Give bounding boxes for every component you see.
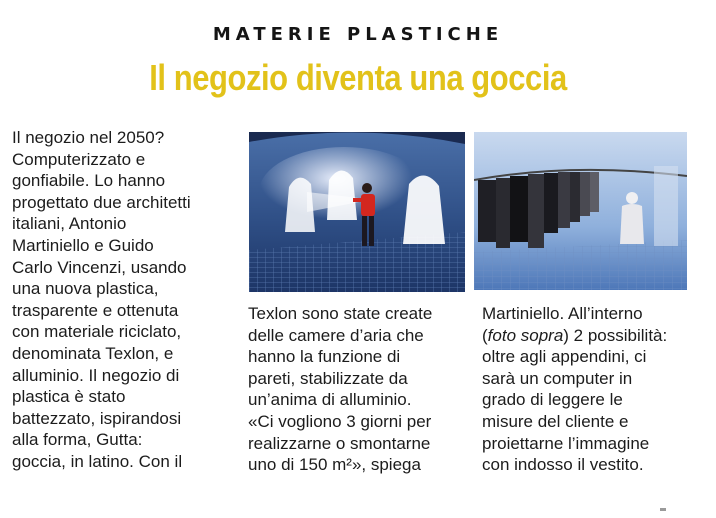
section-kicker: MATERIE PLASTICHE: [212, 24, 504, 45]
body-column-1: Il negozio nel 2050? Computerizzato e gonfiabile. Lo hanno progettato due architetti italiani, Antonio Martiniello e Guido Carlo Vincenzi, usando una nuova plastica, trasparente e ottenuta con materiale riciclato, denominata Texlon, e alluminio. Il negozio di plastica è stato battezzato, ispirandosi alla forma, Gutta: goccia, in latino. Con il: [12, 128, 191, 471]
body-column-3: [482, 303, 702, 476]
column3-open-paren: (: [482, 325, 488, 345]
column3-text-b: ) 2 possibilità: oltre agli appendini, ci sarà un computer in grado di leggere le misure del cliente e proiettarne l’immagine con indosso il vestito.: [482, 325, 668, 475]
page-mark: [660, 508, 666, 511]
clothing-rack-photo: [474, 132, 687, 290]
column3-text-a: Martiniello. All’interno: [482, 304, 643, 323]
store-interior-photo: [249, 132, 465, 292]
store-interior-illustration: [249, 132, 465, 292]
article-headline: Il negozio diventa una goccia: [149, 57, 567, 98]
clothing-rack-illustration: [474, 132, 687, 290]
photo-reference: foto sopra: [487, 325, 564, 345]
body-column-2: Texlon sono state create delle camere d’aria che hanno la funzione di pareti, stabilizzate da un’anima di alluminio. «Ci vogliono 3 giorni per realizzarne o smontarne uno di 150 m²», spiega: [248, 304, 433, 475]
